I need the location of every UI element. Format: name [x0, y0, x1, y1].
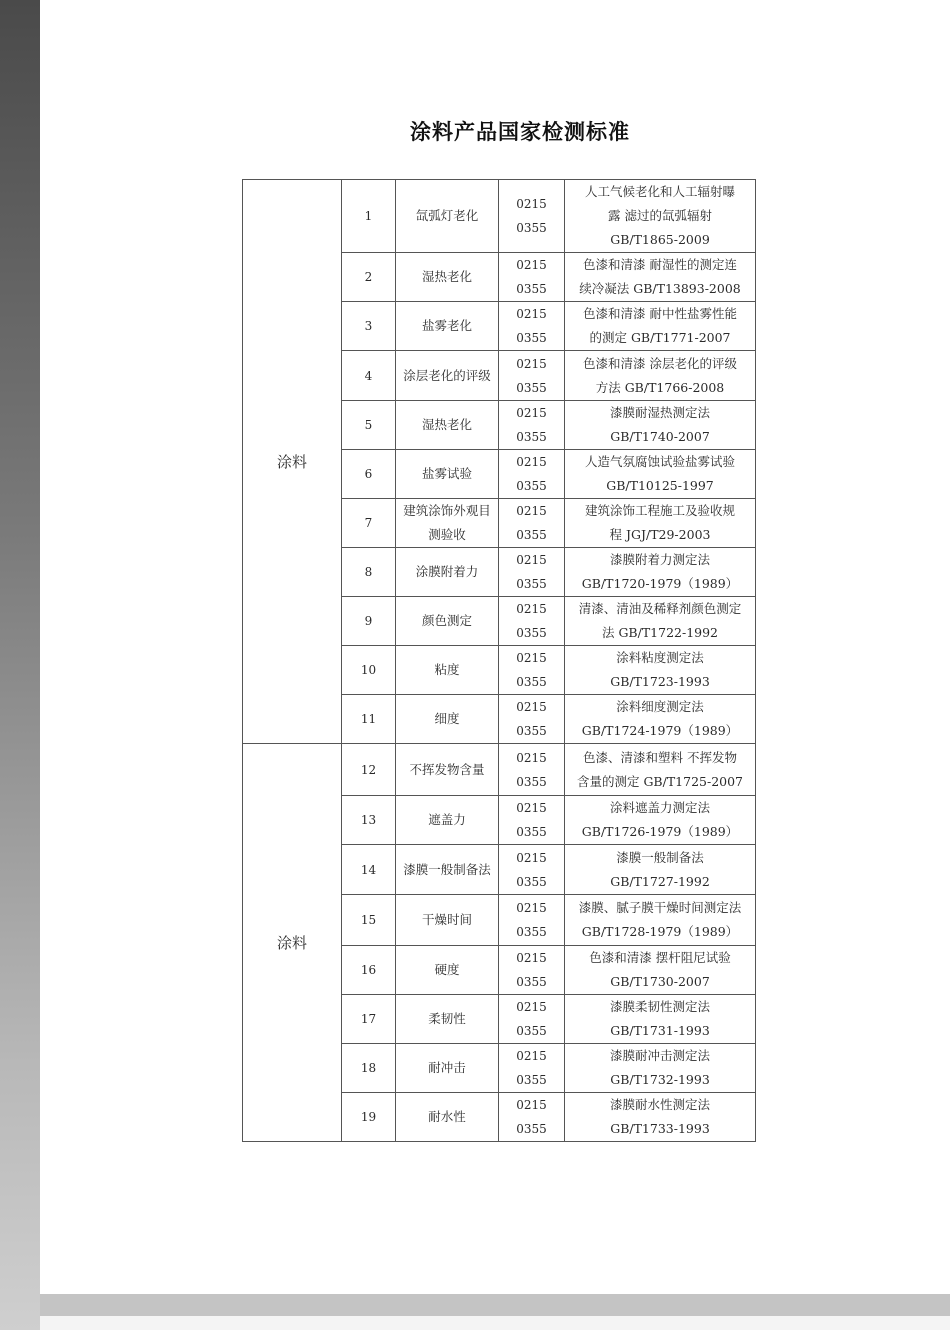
code-line: 0355	[516, 675, 547, 689]
test-item: 柔韧性	[396, 995, 499, 1044]
standard-line: 露 滤过的氙弧辐射	[608, 208, 712, 223]
code-line: 0355	[516, 825, 547, 839]
code-line: 0215	[516, 504, 547, 518]
code-line: 0355	[516, 1024, 547, 1038]
code-line: 0355	[516, 1073, 547, 1087]
row-number: 8	[342, 548, 396, 597]
standard-cell	[565, 253, 756, 302]
standard-line: 涂料粘度测定法	[616, 650, 704, 665]
test-item: 盐雾老化	[396, 302, 499, 351]
standard-cell	[565, 845, 756, 895]
test-item: 粘度	[396, 646, 499, 695]
standard-line: GB/T1731-1993	[610, 1023, 710, 1038]
code-cell	[499, 450, 565, 499]
standard-line: 漆膜耐水性测定法	[609, 1097, 710, 1112]
standard-line: GB/T1728-1979（1989）	[581, 924, 739, 939]
category-cell: 涂料	[243, 180, 342, 744]
row-number: 12	[342, 744, 396, 796]
code-cell	[499, 995, 565, 1044]
code-line: 0215	[516, 356, 547, 371]
standard-line: 漆膜耐冲击测定法	[609, 1048, 710, 1063]
test-item: 盐雾试验	[396, 450, 499, 499]
code-line: 0215	[516, 197, 547, 211]
code-line: 0215	[516, 901, 547, 915]
row-number: 13	[342, 796, 396, 845]
standard-cell	[565, 895, 756, 946]
code-line: 0215	[516, 553, 547, 567]
standard-cell	[565, 646, 756, 695]
code-line: 0215	[516, 455, 547, 469]
test-item: 湿热老化	[396, 401, 499, 450]
code-cell	[499, 351, 565, 401]
code-cell	[499, 744, 565, 796]
test-item: 不挥发物含量	[396, 744, 499, 796]
code-cell	[499, 695, 565, 744]
code-line: 0355	[516, 774, 547, 789]
row-number: 2	[342, 253, 396, 302]
bottom-strip	[40, 1316, 950, 1330]
code-line: 0355	[516, 975, 547, 989]
test-item: 涂层老化的评级	[396, 351, 499, 401]
standard-line: 含量的测定 GB/T1725-2007	[576, 773, 744, 789]
bottom-margin-bar	[40, 1294, 950, 1316]
code-cell	[499, 548, 565, 597]
standard-line: GB/T1732-1993	[610, 1072, 710, 1087]
code-line: 0215	[516, 951, 547, 965]
standard-cell	[565, 946, 756, 995]
test-item: 湿热老化	[396, 253, 499, 302]
standard-line: GB/T1727-1992	[610, 873, 710, 889]
standard-line: GB/T10125-1997	[606, 478, 714, 493]
row-number: 18	[342, 1044, 396, 1093]
row-number: 7	[342, 499, 396, 548]
code-cell	[499, 946, 565, 995]
code-cell	[499, 1044, 565, 1093]
code-line: 0355	[516, 331, 547, 345]
code-line: 0355	[516, 528, 547, 542]
code-line: 0355	[516, 479, 547, 493]
standard-cell	[565, 450, 756, 499]
row-number: 15	[342, 895, 396, 946]
test-item: 颜色测定	[396, 597, 499, 646]
code-cell	[499, 302, 565, 351]
standard-line: 人造气氛腐蚀试验盐雾试验	[584, 454, 735, 469]
standard-line: 漆膜柔韧性测定法	[609, 999, 710, 1014]
code-cell	[499, 401, 565, 450]
test-item: 硬度	[396, 946, 499, 995]
code-line: 0215	[516, 1000, 547, 1014]
code-line: 0355	[516, 221, 547, 235]
code-cell	[499, 1093, 565, 1142]
standard-cell	[565, 180, 756, 253]
standard-cell	[565, 401, 756, 450]
row-number: 3	[342, 302, 396, 351]
code-cell	[499, 499, 565, 548]
test-item: 氙弧灯老化	[396, 180, 499, 253]
code-line: 0355	[516, 626, 547, 640]
code-line: 0215	[516, 602, 547, 616]
standard-line: 人工气候老化和人工辐射曝	[584, 184, 735, 199]
test-item: 涂膜附着力	[396, 548, 499, 597]
standard-line: 程 JGJ/T29-2003	[609, 527, 711, 542]
standard-line: GB/T1726-1979（1989）	[581, 824, 739, 839]
standard-line: 方法 GB/T1766-2008	[595, 379, 725, 395]
code-line: 0355	[516, 1122, 547, 1136]
standard-cell	[565, 796, 756, 845]
standard-cell	[565, 499, 756, 548]
row-number: 19	[342, 1093, 396, 1142]
standard-line: GB/T1723-1993	[610, 674, 710, 689]
code-line: 0215	[516, 750, 547, 765]
standard-line: 色漆和清漆 耐中性盐雾性能	[583, 306, 737, 321]
standard-cell	[565, 1044, 756, 1093]
test-item: 耐水性	[396, 1093, 499, 1142]
standard-cell	[565, 744, 756, 796]
test-item: 漆膜一般制备法	[396, 845, 499, 895]
standard-line: 法 GB/T1722-1992	[601, 625, 719, 640]
code-cell	[499, 845, 565, 895]
code-line: 0355	[516, 724, 547, 738]
code-cell	[499, 597, 565, 646]
code-line: 0215	[516, 406, 547, 420]
test-item: 干燥时间	[396, 895, 499, 946]
standard-line: 色漆和清漆 耐湿性的测定连	[583, 257, 737, 272]
row-number: 1	[342, 180, 396, 253]
standard-line: 清漆、清油及稀释剂颜色测定	[578, 601, 742, 616]
code-line: 0355	[516, 577, 547, 591]
code-line: 0355	[516, 430, 547, 444]
table-row	[243, 744, 756, 796]
standard-cell	[565, 695, 756, 744]
test-item: 细度	[396, 695, 499, 744]
standard-line: 续冷凝法 GB/T13893-2008	[579, 281, 741, 296]
standard-cell	[565, 302, 756, 351]
standard-line: 色漆、清漆和塑料 不挥发物	[583, 749, 737, 765]
code-line: 0355	[516, 925, 547, 939]
standard-line: GB/T1733-1993	[610, 1121, 710, 1136]
code-cell	[499, 646, 565, 695]
standard-line: 漆膜一般制备法	[616, 849, 704, 865]
standard-line: GB/T1724-1979（1989）	[581, 723, 739, 738]
standard-line: 的测定 GB/T1771-2007	[589, 330, 731, 345]
standard-line: 漆膜附着力测定法	[609, 552, 710, 567]
row-number: 17	[342, 995, 396, 1044]
row-number: 6	[342, 450, 396, 499]
page-title: 涂料产品国家检测标准	[410, 120, 630, 144]
standard-line: GB/T1740-2007	[610, 429, 710, 444]
row-number: 16	[342, 946, 396, 995]
standard-line: 色漆和清漆 涂层老化的评级	[583, 355, 737, 371]
code-cell	[499, 895, 565, 946]
standard-line: 漆膜、腻子膜干燥时间测定法	[578, 900, 742, 915]
code-cell	[499, 180, 565, 253]
table-row	[243, 180, 756, 253]
code-line: 0355	[516, 380, 547, 395]
standard-cell	[565, 995, 756, 1044]
code-line: 0215	[516, 307, 547, 321]
category-cell: 涂料	[243, 744, 342, 1142]
code-line: 0215	[516, 850, 547, 865]
row-number: 14	[342, 845, 396, 895]
code-cell	[499, 253, 565, 302]
left-margin-bar	[0, 0, 40, 1330]
row-number: 4	[342, 351, 396, 401]
standard-line: 涂料细度测定法	[616, 699, 704, 714]
code-line: 0215	[516, 1098, 547, 1112]
code-line: 0215	[516, 258, 547, 272]
test-item: 遮盖力	[396, 796, 499, 845]
standard-line: GB/T1865-2009	[610, 232, 710, 247]
row-number: 9	[342, 597, 396, 646]
standard-cell	[565, 548, 756, 597]
code-line: 0215	[516, 651, 547, 665]
standard-cell	[565, 351, 756, 401]
test-item: 建筑涂饰外观目测验收	[396, 499, 499, 548]
standard-line: 色漆和清漆 摆杆阻尼试验	[589, 950, 731, 965]
standard-line: 涂料遮盖力测定法	[609, 800, 710, 815]
standard-line: 漆膜耐湿热测定法	[609, 405, 710, 420]
row-number: 10	[342, 646, 396, 695]
code-line: 0355	[516, 282, 547, 296]
standard-cell	[565, 1093, 756, 1142]
standard-cell	[565, 597, 756, 646]
standard-line: 建筑涂饰工程施工及验收规	[584, 503, 735, 518]
row-number: 5	[342, 401, 396, 450]
standard-line: GB/T1730-2007	[610, 974, 710, 989]
code-line: 0355	[516, 874, 547, 889]
code-line: 0215	[516, 1049, 547, 1063]
standard-line: GB/T1720-1979（1989）	[581, 576, 739, 591]
row-number: 11	[342, 695, 396, 744]
code-line: 0215	[516, 801, 547, 815]
standards-table	[242, 179, 756, 1142]
code-line: 0215	[516, 700, 547, 714]
code-cell	[499, 796, 565, 845]
test-item: 耐冲击	[396, 1044, 499, 1093]
